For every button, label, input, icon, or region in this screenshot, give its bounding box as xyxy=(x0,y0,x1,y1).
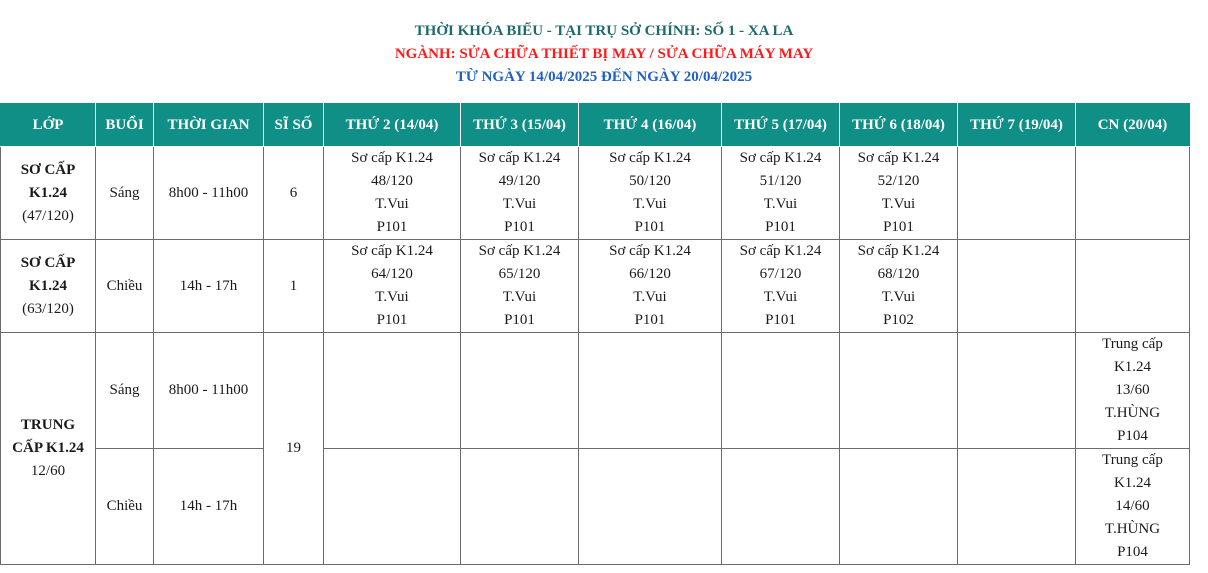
day-cell-sun xyxy=(1076,147,1190,240)
timetable xyxy=(0,103,1190,565)
lesson-class: Sơ cấp K1.24 xyxy=(351,243,433,259)
class-count: 12/60 xyxy=(30,463,66,479)
lesson-room: P101 xyxy=(634,312,666,328)
lesson-class-code: K1.24 xyxy=(1113,359,1152,375)
header-size: SĨ SỐ xyxy=(264,104,324,147)
time-cell: 14h - 17h xyxy=(154,449,264,565)
day-cell-wed xyxy=(579,240,722,333)
lesson-class: Sơ cấp K1.24 xyxy=(739,150,822,166)
class-cell xyxy=(1,333,96,565)
header-sun: CN (20/04) xyxy=(1076,104,1190,147)
table-row xyxy=(1,333,1190,449)
lesson-teacher: T.Vui xyxy=(633,196,667,212)
lesson-room: P101 xyxy=(504,312,535,328)
lesson-room: P101 xyxy=(376,219,408,235)
day-cell-mon xyxy=(324,333,461,449)
lesson-progress: 52/120 xyxy=(877,173,920,189)
lesson-room: P101 xyxy=(634,219,666,235)
day-cell-thu xyxy=(722,333,840,449)
time-cell: 14h - 17h xyxy=(154,240,264,333)
lesson-room: P104 xyxy=(1117,544,1148,560)
lesson-class: Sơ cấp K1.24 xyxy=(857,150,940,166)
lesson-teacher: T.Vui xyxy=(881,196,916,212)
day-cell-mon xyxy=(324,449,461,565)
lesson-room: P101 xyxy=(765,219,796,235)
lesson-class: Sơ cấp K1.24 xyxy=(478,150,561,166)
lesson-class: Sơ cấp K1.24 xyxy=(857,243,940,259)
class-count: (47/120) xyxy=(22,207,74,224)
lesson-class-code: K1.24 xyxy=(1113,475,1152,491)
header-tue: THỨ 3 (15/04) xyxy=(461,104,579,147)
lesson-progress: 64/120 xyxy=(371,266,413,282)
lesson-progress: 50/120 xyxy=(629,173,671,189)
day-cell-thu xyxy=(722,449,840,565)
lesson-teacher: T.HÙNG xyxy=(1104,521,1161,537)
lesson-class: Trung cấp xyxy=(1102,336,1163,352)
size-cell: 19 xyxy=(264,333,324,565)
lesson-teacher: T.Vui xyxy=(502,289,537,305)
day-cell-wed xyxy=(579,333,722,449)
lesson-progress: 65/120 xyxy=(498,266,541,282)
day-cell-wed xyxy=(579,147,722,240)
lesson-progress: 48/120 xyxy=(371,173,413,189)
size-cell: 1 xyxy=(264,240,324,333)
day-cell-fri xyxy=(840,449,958,565)
day-cell-sat xyxy=(958,449,1076,565)
header-time: THỜI GIAN xyxy=(154,104,264,147)
lesson-teacher: T.Vui xyxy=(763,196,798,212)
lesson-class: Sơ cấp K1.24 xyxy=(609,243,691,259)
day-cell-tue xyxy=(461,449,579,565)
lesson-teacher: T.Vui xyxy=(375,289,409,305)
header-fri: THỨ 6 (18/04) xyxy=(840,104,958,147)
day-cell-sun xyxy=(1076,449,1190,565)
lesson-progress: 66/120 xyxy=(629,266,671,282)
session-cell: Chiều xyxy=(96,449,154,565)
table-row xyxy=(1,240,1190,333)
day-cell-sun xyxy=(1076,333,1190,449)
lesson-class: Sơ cấp K1.24 xyxy=(739,243,822,259)
day-cell-fri xyxy=(840,333,958,449)
day-cell-wed xyxy=(579,449,722,565)
header-session: BUỔI xyxy=(96,104,154,147)
header-wed: THỨ 4 (16/04) xyxy=(579,104,722,147)
lesson-teacher: T.Vui xyxy=(881,289,916,305)
lesson-class: Sơ cấp K1.24 xyxy=(478,243,561,259)
table-row xyxy=(1,449,1190,565)
header-row xyxy=(1,104,1190,147)
header-class: LỚP xyxy=(1,104,96,147)
day-cell-mon xyxy=(324,147,461,240)
day-cell-fri xyxy=(840,147,958,240)
lesson-teacher: T.HÙNG xyxy=(1104,405,1161,421)
lesson-progress: 14/60 xyxy=(1115,498,1150,514)
lesson-room: P104 xyxy=(1117,428,1148,444)
class-code: K1.24 xyxy=(29,277,67,294)
size-cell: 6 xyxy=(264,147,324,240)
lesson-teacher: T.Vui xyxy=(375,196,409,212)
schedule-major: NGÀNH: SỬA CHỮA THIẾT BỊ MAY / SỬA CHỮA MÁY MAY xyxy=(394,46,814,62)
class-cell xyxy=(1,240,96,333)
day-cell-sat xyxy=(958,147,1076,240)
lesson-room: P101 xyxy=(883,219,914,235)
session-cell: Sáng xyxy=(96,333,154,449)
class-name: SƠ CẤP xyxy=(20,254,76,271)
header-sat: THỨ 7 (19/04) xyxy=(958,104,1076,147)
lesson-progress: 67/120 xyxy=(759,266,802,282)
class-code: CẤP K1.24 xyxy=(12,440,84,456)
lesson-progress: 49/120 xyxy=(498,173,541,189)
class-count: (63/120) xyxy=(22,300,74,317)
lesson-teacher: T.Vui xyxy=(633,289,667,305)
session-cell: Sáng xyxy=(96,147,154,240)
day-cell-thu xyxy=(722,240,840,333)
class-name: SƠ CẤP xyxy=(20,161,76,178)
day-cell-tue xyxy=(461,333,579,449)
day-cell-thu xyxy=(722,147,840,240)
day-cell-sat xyxy=(958,240,1076,333)
lesson-teacher: T.Vui xyxy=(763,289,798,305)
header-mon: THỨ 2 (14/04) xyxy=(324,104,461,147)
session-cell: Chiều xyxy=(96,240,154,333)
lesson-class: Trung cấp xyxy=(1102,452,1163,468)
day-cell-sun xyxy=(1076,240,1190,333)
class-name: TRUNG xyxy=(20,417,76,433)
schedule-heading xyxy=(0,0,1208,89)
lesson-room: P101 xyxy=(376,312,408,328)
lesson-progress: 68/120 xyxy=(877,266,920,282)
lesson-room: P102 xyxy=(883,312,914,328)
day-cell-fri xyxy=(840,240,958,333)
schedule-title: THỜI KHÓA BIỂU - TẠI TRỤ SỞ CHÍNH: SỐ 1 - XA LA xyxy=(414,23,794,39)
time-cell: 8h00 - 11h00 xyxy=(154,333,264,449)
lesson-room: P101 xyxy=(765,312,796,328)
lesson-class: Sơ cấp K1.24 xyxy=(351,150,433,166)
time-cell: 8h00 - 11h00 xyxy=(154,147,264,240)
lesson-progress: 51/120 xyxy=(759,173,802,189)
table-row xyxy=(1,147,1190,240)
schedule-date-range: TỪ NGÀY 14/04/2025 ĐẾN NGÀY 20/04/2025 xyxy=(455,69,753,85)
lesson-teacher: T.Vui xyxy=(502,196,537,212)
class-code: K1.24 xyxy=(29,184,67,201)
lesson-room: P101 xyxy=(504,219,535,235)
day-cell-sat xyxy=(958,333,1076,449)
day-cell-tue xyxy=(461,240,579,333)
header-thu: THỨ 5 (17/04) xyxy=(722,104,840,147)
day-cell-tue xyxy=(461,147,579,240)
day-cell-mon xyxy=(324,240,461,333)
class-cell xyxy=(1,147,96,240)
lesson-progress: 13/60 xyxy=(1115,382,1150,398)
lesson-class: Sơ cấp K1.24 xyxy=(609,150,691,166)
